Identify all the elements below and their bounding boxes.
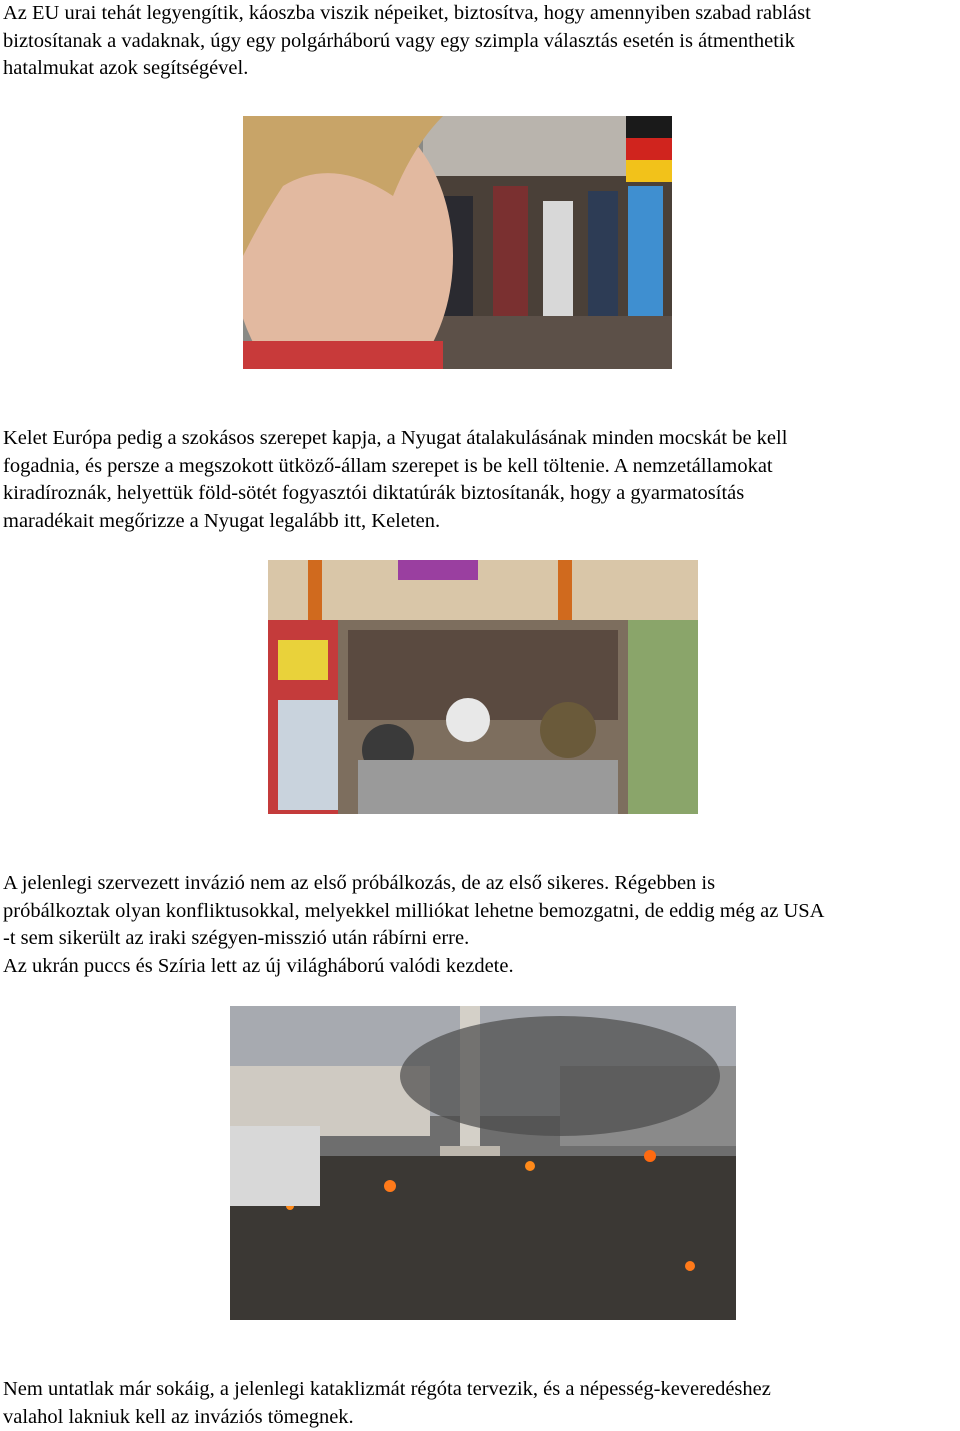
text-line: kiradíroznák, helyettük föld-sötét fogyasztói diktatúrák biztosítanák, hogy a gyarmatosítás: [3, 480, 960, 508]
text-line: Az ukrán puccs és Szíria lett az új világháború valódi kezdete.: [3, 953, 960, 981]
text-line: maradékait megőrizze a Nyugat legalább itt, Keleten.: [3, 508, 960, 536]
text-line: Az EU urai tehát legyengítik, káoszba viszik népeiket, biztosítva, hogy amennyiben szabad rablást: [3, 0, 960, 28]
text-line: Kelet Európa pedig a szokásos szerepet kapja, a Nyugat átalakulásának minden mocskát be kell: [3, 425, 960, 453]
text-line: fogadnia, és persze a megszokott ütköző-állam szerepet is be kell töltenie. A nemzetállamokat: [3, 453, 960, 481]
text-line: Nem untatlak már sokáig, a jelenlegi kataklizmát régóta tervezik, és a népesség-keveredéshez: [3, 1376, 960, 1404]
photo-portrait-crowd: [243, 116, 672, 369]
text-line: biztosítanak a vadaknak, úgy egy polgárháború vagy egy szimpla választás esetén is átmenthetik: [3, 28, 960, 56]
text-line: valahol lakniuk kell az inváziós tömegnek.: [3, 1404, 960, 1431]
text-line: próbálkoztak olyan konfliktusokkal, melyekkel milliókat lehetne bemozgatni, de eddig még az USA: [3, 898, 960, 926]
photo-supermarket: [268, 560, 698, 814]
text-line: -t sem sikerült az iraki szégyen-misszió után rábírni erre.: [3, 925, 960, 953]
text-line: A jelenlegi szervezett invázió nem az első próbálkozás, de az első sikeres. Régebben is: [3, 870, 960, 898]
photo-burning-square: [230, 1006, 736, 1320]
text-line: hatalmukat azok segítségével.: [3, 55, 960, 83]
